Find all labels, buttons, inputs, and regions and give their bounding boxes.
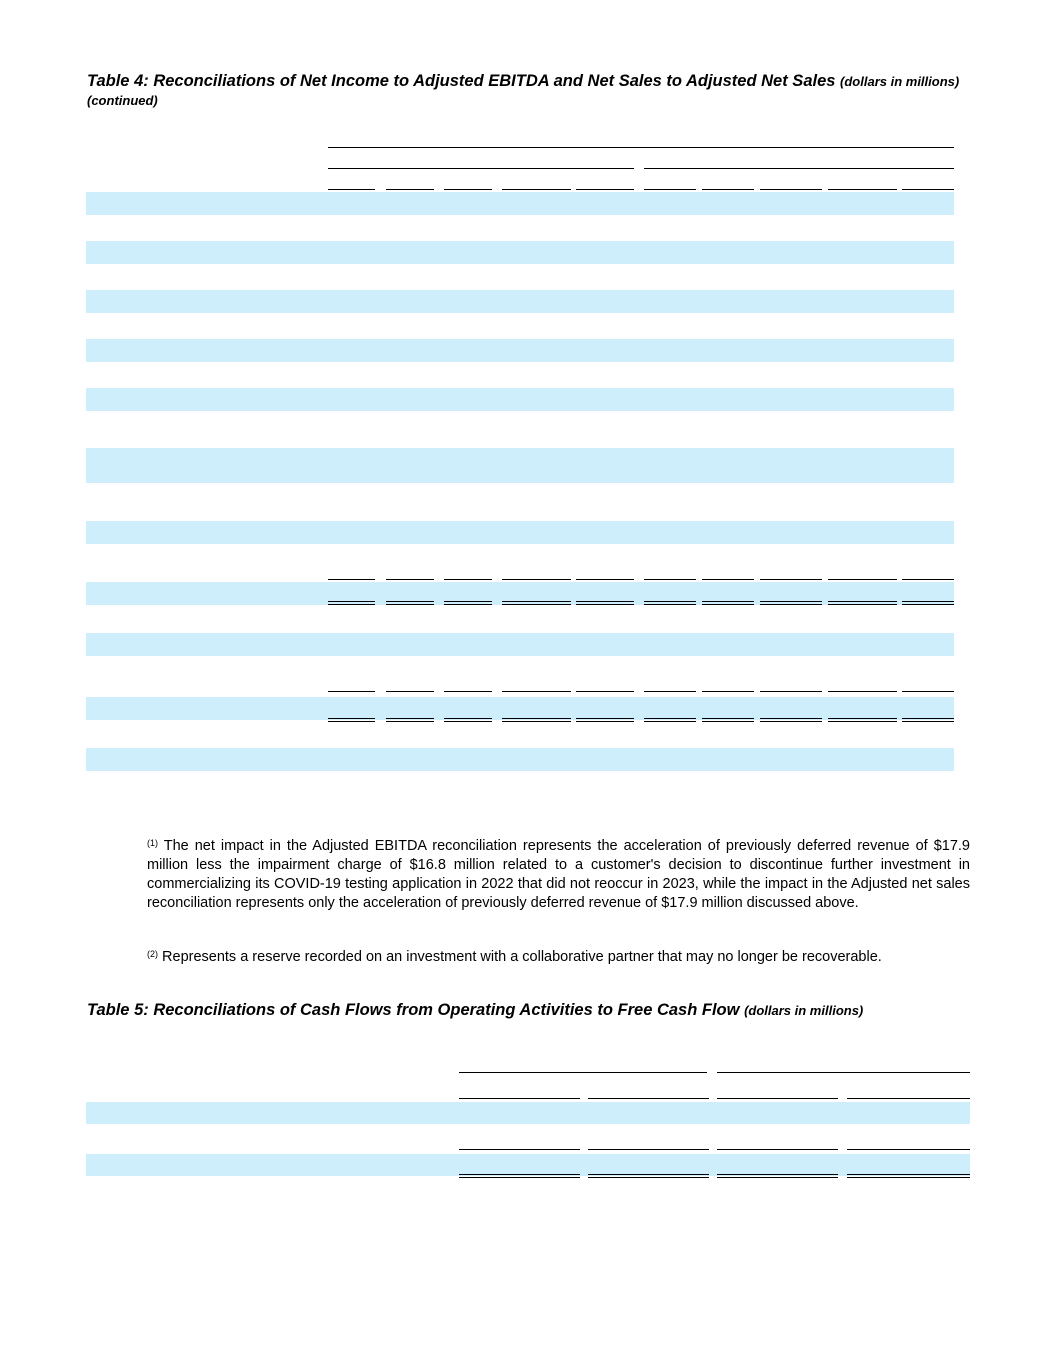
underline-rule [502,601,571,605]
underline-rule [459,1149,580,1150]
column-header-rule [386,189,434,190]
double-underline-rule [717,1174,838,1178]
underline-rule [702,691,754,692]
underline-rule [902,601,954,605]
year-rule [717,1098,838,1099]
underline-rule [644,718,696,722]
underline-rule [828,601,897,605]
underline-rule [702,601,754,605]
year-2023-rule [328,168,634,169]
underline-rule [386,601,434,605]
underline-rule [702,579,754,580]
double-underline-rule [588,1174,709,1178]
year-2022-rule [644,168,954,169]
underline-rule [328,718,375,722]
underline-rule [902,579,954,580]
nine-months-rule [717,1072,970,1073]
footnote-2: $^{(2)}$ Represents a reserve recorded on an investment with a collaborative partner that may no longer be recoverable. [147,949,882,965]
table-row [86,697,954,720]
period-rule [328,147,954,148]
table-row [86,388,954,411]
table-row [86,484,954,519]
table-row [86,217,954,240]
underline-rule [328,691,375,692]
underline-rule [760,579,822,580]
year-rule [459,1098,580,1099]
underline-rule [576,691,634,692]
underline-rule [576,718,634,722]
table-row [86,290,954,313]
underline-rule [444,601,492,605]
underline-rule [760,691,822,692]
underline-rule [847,1149,970,1150]
three-months-rule [459,1072,707,1073]
column-header-rule [502,189,571,190]
underline-rule [702,718,754,722]
underline-rule [902,691,954,692]
column-header-rule [328,189,375,190]
underline-rule [644,601,696,605]
underline-rule [386,579,434,580]
underline-rule [588,1149,709,1150]
underline-rule [644,691,696,692]
column-header-rule [702,189,754,190]
column-header-rule [760,189,822,190]
table-row [86,545,954,580]
table-row [86,657,954,692]
underline-rule [576,579,634,580]
underline-rule [760,718,822,722]
year-rule [847,1098,970,1099]
table-row [86,748,954,771]
underline-rule [502,691,571,692]
underline-rule [828,718,897,722]
column-header-rule [444,189,492,190]
underline-rule [502,579,571,580]
double-underline-rule [459,1174,580,1178]
table4-title: Table 4: Reconciliations of Net Income to Adjusted EBITDA and Net Sales to Adjusted Net Sales (dollars in millions) (continued) [87,72,960,108]
underline-rule [386,691,434,692]
underline-rule [444,691,492,692]
table-row [86,412,954,447]
table-row [86,773,954,796]
table-row [86,448,954,483]
table-row [86,241,954,264]
double-underline-rule [847,1174,970,1178]
column-header-rule [644,189,696,190]
underline-rule [828,579,897,580]
table-row [86,266,954,289]
underline-rule [386,718,434,722]
footnote-1: $^{(1)}$ The net impact in the Adjusted EBITDA reconciliation represents the acceleration of previously deferred revenue of $17.9 million less the impairment charge of $16.8 million related to a customer's decision to discontinue further investment in commercializing its COVID-19 testing application in 2022 that did not reoccur in 2023, while the impact in the Adjusted net sales reconciliation represents only the acceleration of previously deferred revenue of $17.9 million discussed above. [147,838,970,911]
table-row [86,364,954,387]
underline-rule [760,601,822,605]
table-row [86,521,954,544]
year-rule [588,1098,709,1099]
table-row [86,339,954,362]
column-header-rule [828,189,897,190]
table-row [86,192,954,215]
column-header-rule [576,189,634,190]
underline-rule [828,691,897,692]
table-row [86,1154,970,1176]
table5-title: Table 5: Reconciliations of Cash Flows from Operating Activities to Free Cash Flow (dollars in millions) [87,1001,864,1019]
underline-rule [328,601,375,605]
table-row [86,633,954,656]
underline-rule [444,718,492,722]
column-header-rule [902,189,954,190]
underline-rule [444,579,492,580]
table-row [86,1128,970,1150]
underline-rule [328,579,375,580]
underline-rule [576,601,634,605]
table-row [86,1102,970,1124]
underline-rule [502,718,571,722]
underline-rule [717,1149,838,1150]
table-row [86,315,954,338]
underline-rule [644,579,696,580]
underline-rule [902,718,954,722]
